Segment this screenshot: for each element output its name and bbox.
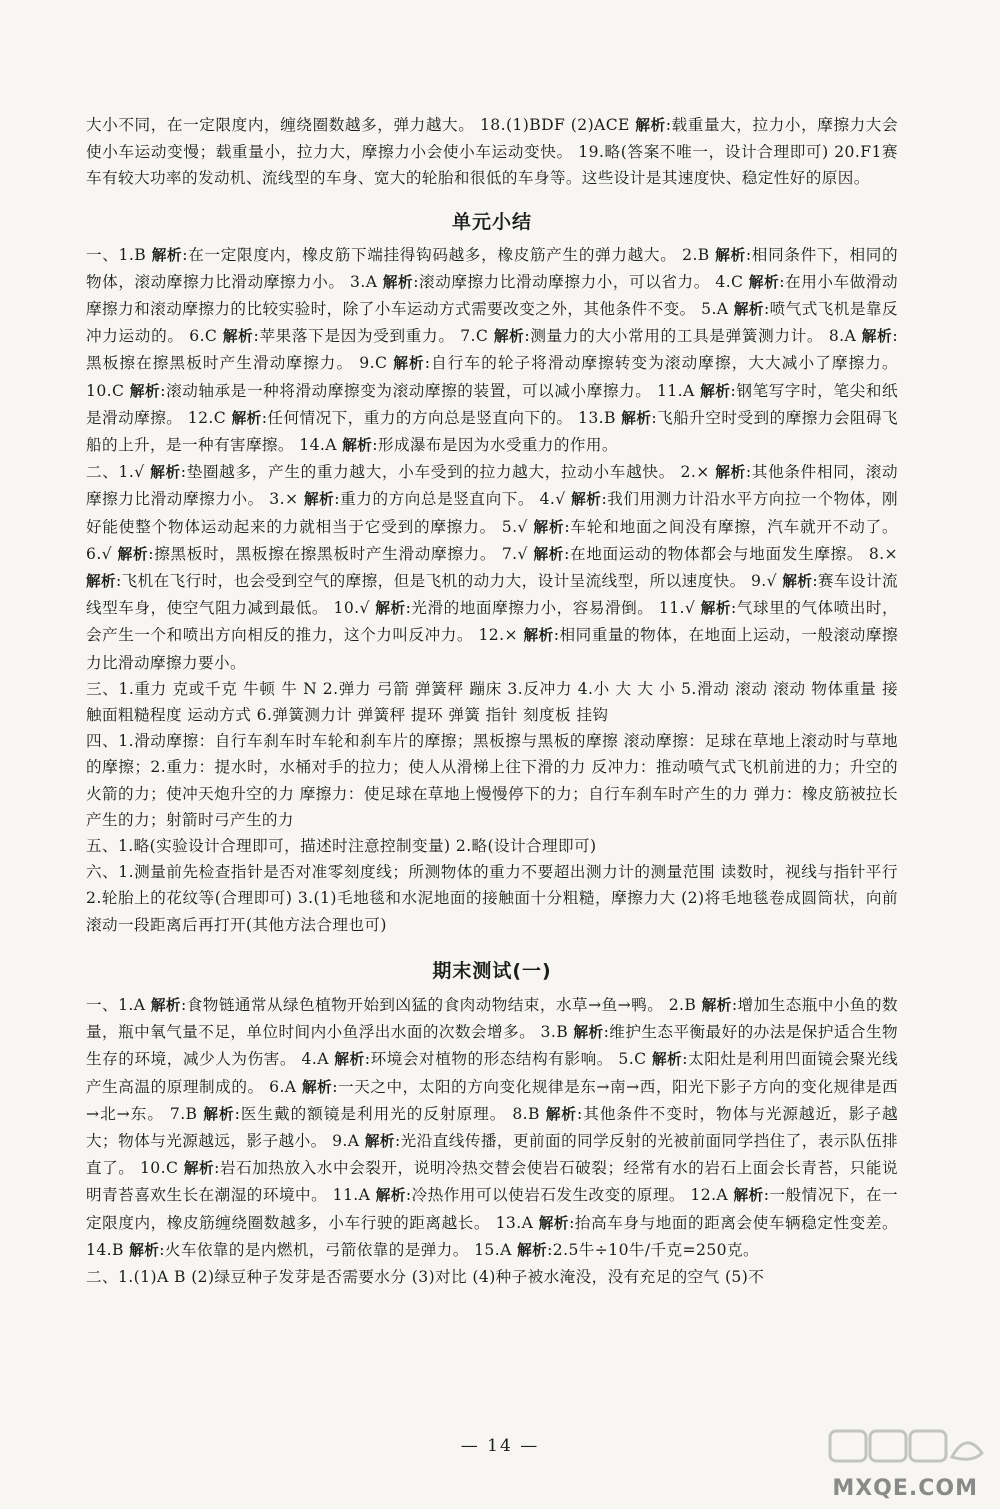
analysis-keyword: 解析 xyxy=(621,409,652,427)
analysis-keyword: 解析 xyxy=(150,996,181,1014)
analysis-keyword: 解析 xyxy=(573,1024,604,1042)
analysis-keyword: 解析 xyxy=(533,545,565,563)
analysis-keyword: 解析 xyxy=(342,437,373,455)
answer-page xyxy=(86,112,898,1290)
analysis-keyword: 解析 xyxy=(375,1187,406,1205)
analysis-keyword: 解析 xyxy=(517,1241,548,1259)
analysis-keyword: 解析 xyxy=(150,464,181,482)
analysis-keyword: 解析 xyxy=(733,301,764,319)
unit-summary-part-5: 五、1.略(实验设计合理即可，描述时注意控制变量) 2.略(设计合理即可) xyxy=(86,837,597,856)
analysis-keyword: 解析 xyxy=(393,355,425,373)
analysis-keyword: 解析 xyxy=(151,246,183,264)
page-number: — 14 — xyxy=(460,1436,540,1456)
analysis-keyword: 解析 xyxy=(545,1105,578,1123)
analysis-keyword: 解析 xyxy=(382,273,414,291)
unit-summary-part-3: 三、1.重力 克或千克 牛顿 牛 N 2.弹力 弓箭 弹簧秤 蹦床 3.反冲力 4.小 大 大 小 5.滑动 滚动 滚动 物体重量 接触面粗糙程度 运动方式 6.弹簧测力计 弹簧秤 提环 弹簧 指针 刻度板 挂钩 xyxy=(86,679,898,725)
unit-summary-part-6: 六、1.测量前先检查指针是否对准零刻度线；所测物体的重力不要超出测力计的测量范围 读数时，视线与指针平行 2.轮胎上的花纹等(合理即可) 3.(1)毛地毯和水泥地面的接触面十分粗糙，摩擦力大 (2)将毛地毯卷成圆筒状，向前滚动一段距离后再打开(其他方法合理也可) xyxy=(86,863,898,934)
analysis-keyword: 解析 xyxy=(538,1214,570,1232)
unit-summary-part-2: 二、1.√ 解析:垫圈越多，产生的重力越大，小车受到的拉力越大，拉动小车越快。 2.× 解析:其他条件相同，滚动摩擦力比滑动摩擦力小。 3.× 解析:重力的方向总是竖直向下。 4.√ 解析:我们用测力计沿水平方向拉一个物体，刚好能使整个物体运动起来的力就相当于它受到的摩擦力。 5.√ 解析:车轮和地面之间没有摩擦，汽车就开不动了。 6.√ 解析:擦黑板时，黑板擦在擦黑板时产生滑动摩擦力。 7.√ 解析:在地面运动的物体都会与地面发生摩擦。 8.× 解析:飞机在飞行时，也会受到空气的摩擦，但是飞机的动力大，设计呈流线型，所以速度快。 9.√ 解析:赛车设计流线型车身，使空气阻力减到最低。 10.√ 解析:光滑的地面摩擦力小，容易滑倒。 11.√ 解析:气球里的气体喷出时，会产生一个和喷出方向相反的推力，这个力叫反冲力。 12.× 解析:相同重量的物体，在地面上运动，一般滚动摩擦力比滑动摩擦力要小。 xyxy=(86,463,899,672)
analysis-keyword: 解析 xyxy=(700,600,732,618)
analysis-keyword: 解析 xyxy=(523,627,554,645)
analysis-keyword: 解析 xyxy=(635,117,666,134)
analysis-keyword: 解析 xyxy=(129,1241,160,1259)
analysis-keyword: 解析 xyxy=(375,600,406,618)
section-title-unit-summary: 单元小结 xyxy=(451,210,532,233)
analysis-keyword: 解析 xyxy=(117,545,149,563)
analysis-keyword: 解析 xyxy=(733,1187,764,1205)
analysis-keyword: 解析 xyxy=(533,518,565,536)
analysis-keyword: 解析 xyxy=(334,1051,365,1069)
analysis-keyword: 解析 xyxy=(364,1132,395,1150)
analysis-keyword: 解析 xyxy=(748,273,780,291)
analysis-keyword: 解析 xyxy=(782,573,813,591)
analysis-keyword: 解析 xyxy=(715,246,746,264)
analysis-keyword: 解析 xyxy=(700,382,731,400)
watermark-text: MXQE.COM xyxy=(832,1476,978,1501)
section-title-final-test: 期末测试(一) xyxy=(432,959,552,982)
analysis-keyword: 解析 xyxy=(222,328,254,346)
analysis-keyword: 解析 xyxy=(183,1160,215,1178)
analysis-keyword: 解析 xyxy=(715,464,746,482)
analysis-keyword: 解析 xyxy=(651,1051,683,1069)
analysis-keyword: 解析 xyxy=(86,573,116,591)
analysis-keyword: 解析 xyxy=(301,1078,333,1096)
final-test-part-1: 一、1.A 解析:食物链通常从绿色植物开始到凶猛的食肉动物结束，水草→鱼→鸭。 2.B 解析:增加生态瓶中小鱼的数量，瓶中氧气量不足，单位时间内小鱼浮出水面的次数会增多。 3.B 解析:维护生态平衡最好的办法是保护适合生物生存的环境，减少人为伤害。 4.A 解析:环境会对植物的形态结构有影响。 5.C 解析:太阳灶是利用凹面镜会聚光线产生高温的原理制成的。 6.A 解析:一天之中，太阳的方向变化规律是东→南→西，阳光下影子方向的变化规律是西→北→东。 7.B 解析:医生戴的额镜是利用光的反射原理。 8.B 解析:其他条件不变时，物体与光源越近，影子越大；物体与光源越远，影子越小。 9.A 解析:光沿直线传播，更前面的同学反射的光被前面同学挡住了，表示队伍排直了。 10.C 解析:岩石加热放入水中会裂开，说明冷热交替会使岩石破裂；经常有水的岩石上面会长青苔，只能说明青苔喜欢生长在潮湿的环境中。 11.A 解析:冷热作用可以使岩石发生改变的原理。 12.A 解析:一般情况下，在一定限度内，橡皮筋缠绕圈数越多，小车行驶的距离越长。 13.A 解析:抬高车身与地面的距离会使车辆稳定性变差。 14.B 解析:火车依靠的是内燃机，弓箭依靠的是弹力。 15.A 解析:2.5牛÷10牛/千克=250克。 xyxy=(86,995,899,1259)
analysis-keyword: 解析 xyxy=(493,328,525,346)
intro-paragraph: 大小不同，在一定限度内，缠绕圈数越多，弹力越大。 18.(1)BDF (2)ACE 解析:载重量大，拉力小，摩擦力大会使小车运动变慢；载重量小，拉力大，摩擦力小会使小车运动变快。 19.略(答案不唯一，设计合理即可) 20.F1赛车有较大功率的发动机、流线型的车身、宽大的轮胎和很低的车身等。这些设计是其速度快、稳定性好的原因。 xyxy=(86,116,898,188)
analysis-keyword: 解析 xyxy=(231,409,262,427)
analysis-keyword: 解析 xyxy=(129,382,161,400)
unit-summary-part-4: 四、1.滑动摩擦：自行车刹车时车轮和刹车片的摩擦；黑板擦与黑板的摩擦 滚动摩擦：足球在草地上滚动时与草地的摩擦；2.重力：提水时，水桶对手的拉力；使人从滑梯上往下滑的力 反冲力：推动喷气式飞机前进的力；升空的火箭的力；使冲天炮升空的力 摩擦力：使足球在草地上慢慢停下的力；自行车刹车时产生的力 弹力：橡皮筋被拉长产生的力；射箭时弓产生的力 xyxy=(86,732,898,829)
unit-summary-part-1: 一、1.B 解析:在一定限度内，橡皮筋下端挂得钩码越多，橡皮筋产生的弹力越大。 2.B 解析:相同条件下，相同的物体，滚动摩擦力比滑动摩擦力小。 3.A 解析:滚动摩擦力比滑动摩擦力小，可以省力。 4.C 解析:在用小车做滑动摩擦力和滚动摩擦力的比较实验时，除了小车运动方式需要改变之外，其他条件不变。 5.A 解析:喷气式飞机是靠反冲力运动的。 6.C 解析:苹果落下是因为受到重力。 7.C 解析:测量力的大小常用的工具是弹簧测力计。 8.A 解析:黑板擦在擦黑板时产生滑动摩擦力。 9.C 解析:自行车的轮子将滑动摩擦转变为滚动摩擦，大大减小了摩擦力。 10.C 解析:滚动轴承是一种将滑动摩擦变为滚动摩擦的装置，可以减小摩擦力。 11.A 解析:钢笔写字时，笔尖和纸是滑动摩擦。 12.C 解析:任何情况下，重力的方向总是竖直向下的。 13.B 解析:飞船升空时受到的摩擦力会阻碍飞船的上升，是一种有害摩擦。 14.A 解析:形成瀑布是因为水受重力的作用。 xyxy=(86,245,899,455)
analysis-keyword: 解析 xyxy=(701,996,732,1014)
analysis-keyword: 解析 xyxy=(303,491,335,509)
analysis-keyword: 解析 xyxy=(861,328,893,346)
analysis-keyword: 解析 xyxy=(203,1105,235,1123)
analysis-keyword: 解析 xyxy=(571,491,602,509)
final-test-part-2: 二、1.(1)A B (2)绿豆种子发芽是否需要水分 (3)对比 (4)种子被水淹没，没有充足的空气 (5)不 xyxy=(86,1267,765,1286)
